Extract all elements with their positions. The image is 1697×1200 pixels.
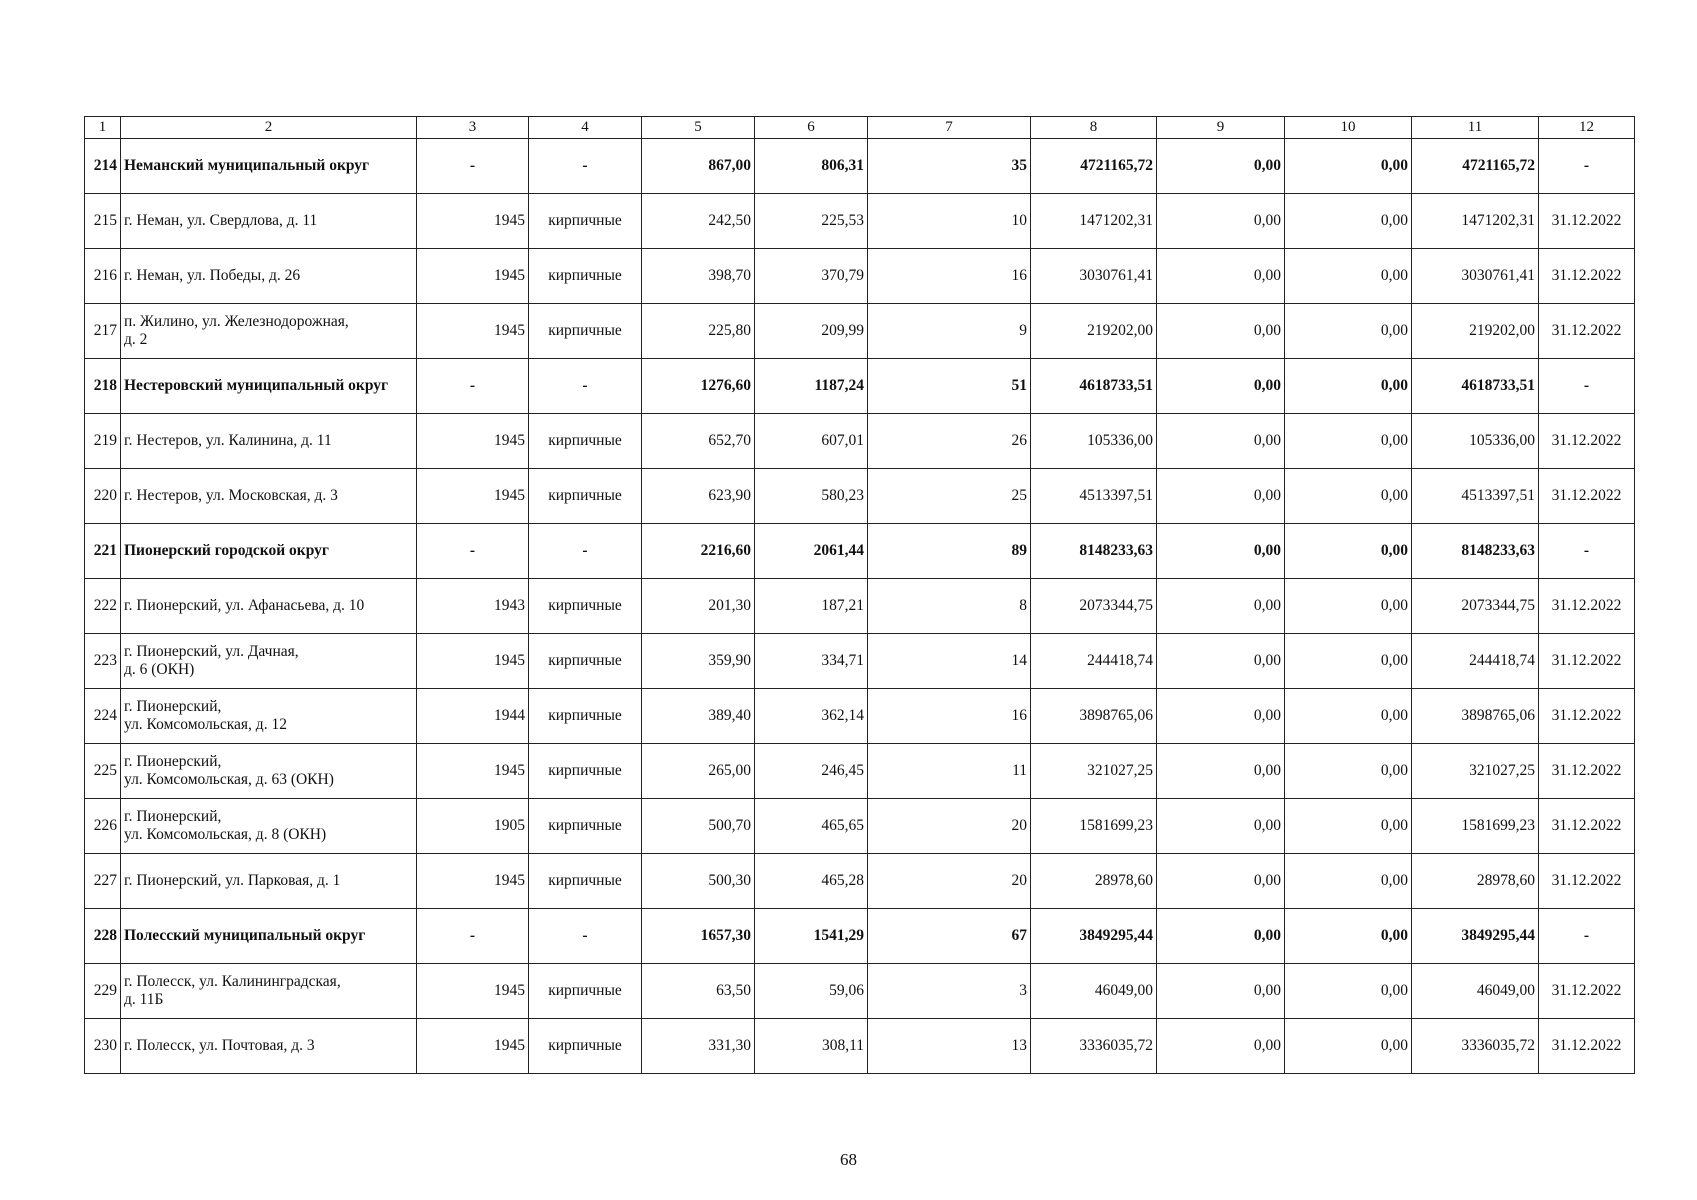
col5-cell: 242,50 (642, 194, 755, 249)
col8-cell: 2073344,75 (1031, 579, 1157, 634)
col6-cell: 334,71 (755, 634, 868, 689)
column-header: 10 (1285, 117, 1412, 139)
header-row (85, 117, 1635, 139)
material-cell: кирпичные (529, 689, 642, 744)
row-number-cell: 224 (85, 689, 121, 744)
table-row (85, 249, 1635, 304)
table-row-subtotal (85, 909, 1635, 964)
col8-cell: 1471202,31 (1031, 194, 1157, 249)
col6-cell: 209,99 (755, 304, 868, 359)
col5-cell: 1657,30 (642, 909, 755, 964)
column-header: 1 (85, 117, 121, 139)
col11-cell: 1581699,23 (1412, 799, 1539, 854)
col8-cell: 321027,25 (1031, 744, 1157, 799)
col6-cell: 59,06 (755, 964, 868, 1019)
address-cell: г. Пионерский, ул. Парковая, д. 1 (121, 854, 417, 909)
year-cell: 1944 (417, 689, 529, 744)
col11-cell: 46049,00 (1412, 964, 1539, 1019)
address-cell: г. Пионерский, ул. Дачная, д. 6 (ОКН) (121, 634, 417, 689)
col10-cell: 0,00 (1285, 249, 1412, 304)
material-cell: кирпичные (529, 634, 642, 689)
col9-cell: 0,00 (1157, 579, 1285, 634)
row-number-cell: 218 (85, 359, 121, 414)
col8-cell: 8148233,63 (1031, 524, 1157, 579)
date-cell: 31.12.2022 (1539, 799, 1635, 854)
row-number-cell: 228 (85, 909, 121, 964)
col7-cell: 16 (868, 249, 1031, 304)
date-cell: 31.12.2022 (1539, 304, 1635, 359)
col8-cell: 46049,00 (1031, 964, 1157, 1019)
table-row (85, 744, 1635, 799)
col8-cell: 4721165,72 (1031, 139, 1157, 194)
col7-cell: 25 (868, 469, 1031, 524)
address-cell: г. Полесск, ул. Калининградская, д. 11Б (121, 964, 417, 1019)
col6-cell: 225,53 (755, 194, 868, 249)
address-cell: Неманский муниципальный округ (121, 139, 417, 194)
address-cell: г. Нестеров, ул. Калинина, д. 11 (121, 414, 417, 469)
col9-cell: 0,00 (1157, 469, 1285, 524)
year-cell: 1945 (417, 414, 529, 469)
row-number-cell: 230 (85, 1019, 121, 1074)
date-cell: 31.12.2022 (1539, 194, 1635, 249)
col5-cell: 63,50 (642, 964, 755, 1019)
material-cell: кирпичные (529, 194, 642, 249)
column-header: 3 (417, 117, 529, 139)
col7-cell: 26 (868, 414, 1031, 469)
col7-cell: 16 (868, 689, 1031, 744)
row-number-cell: 220 (85, 469, 121, 524)
col5-cell: 201,30 (642, 579, 755, 634)
col5-cell: 265,00 (642, 744, 755, 799)
col7-cell: 35 (868, 139, 1031, 194)
year-cell: - (417, 524, 529, 579)
col7-cell: 10 (868, 194, 1031, 249)
row-number-cell: 223 (85, 634, 121, 689)
col10-cell: 0,00 (1285, 744, 1412, 799)
col10-cell: 0,00 (1285, 524, 1412, 579)
material-cell: - (529, 909, 642, 964)
year-cell: 1945 (417, 469, 529, 524)
table-header (85, 117, 1635, 139)
date-cell: - (1539, 139, 1635, 194)
col10-cell: 0,00 (1285, 359, 1412, 414)
address-cell: г. Полесск, ул. Почтовая, д. 3 (121, 1019, 417, 1074)
col10-cell: 0,00 (1285, 469, 1412, 524)
col6-cell: 465,65 (755, 799, 868, 854)
date-cell: 31.12.2022 (1539, 744, 1635, 799)
col6-cell: 580,23 (755, 469, 868, 524)
col11-cell: 4721165,72 (1412, 139, 1539, 194)
address-cell: г. Пионерский, ул. Комсомольская, д. 12 (121, 689, 417, 744)
col9-cell: 0,00 (1157, 799, 1285, 854)
date-cell: 31.12.2022 (1539, 854, 1635, 909)
col10-cell: 0,00 (1285, 1019, 1412, 1074)
year-cell: 1945 (417, 1019, 529, 1074)
material-cell: - (529, 524, 642, 579)
col5-cell: 500,30 (642, 854, 755, 909)
col6-cell: 370,79 (755, 249, 868, 304)
col11-cell: 321027,25 (1412, 744, 1539, 799)
address-cell: г. Нестеров, ул. Московская, д. 3 (121, 469, 417, 524)
col6-cell: 246,45 (755, 744, 868, 799)
date-cell: - (1539, 909, 1635, 964)
material-cell: - (529, 139, 642, 194)
year-cell: 1945 (417, 304, 529, 359)
col5-cell: 2216,60 (642, 524, 755, 579)
year-cell: 1943 (417, 579, 529, 634)
row-number-cell: 229 (85, 964, 121, 1019)
col6-cell: 362,14 (755, 689, 868, 744)
col7-cell: 13 (868, 1019, 1031, 1074)
col11-cell: 28978,60 (1412, 854, 1539, 909)
col6-cell: 607,01 (755, 414, 868, 469)
col6-cell: 2061,44 (755, 524, 868, 579)
material-cell: кирпичные (529, 469, 642, 524)
table-row (85, 964, 1635, 1019)
material-cell: кирпичные (529, 414, 642, 469)
col7-cell: 20 (868, 854, 1031, 909)
col11-cell: 8148233,63 (1412, 524, 1539, 579)
col5-cell: 389,40 (642, 689, 755, 744)
col10-cell: 0,00 (1285, 689, 1412, 744)
address-cell: п. Жилино, ул. Железнодорожная, д. 2 (121, 304, 417, 359)
col8-cell: 3898765,06 (1031, 689, 1157, 744)
column-header: 12 (1539, 117, 1635, 139)
col8-cell: 3849295,44 (1031, 909, 1157, 964)
col7-cell: 20 (868, 799, 1031, 854)
year-cell: - (417, 139, 529, 194)
table-row (85, 414, 1635, 469)
table-body (85, 139, 1635, 1074)
year-cell: 1945 (417, 194, 529, 249)
table-row (85, 689, 1635, 744)
year-cell: 1945 (417, 854, 529, 909)
col10-cell: 0,00 (1285, 579, 1412, 634)
col7-cell: 14 (868, 634, 1031, 689)
column-header: 9 (1157, 117, 1285, 139)
col9-cell: 0,00 (1157, 854, 1285, 909)
col6-cell: 187,21 (755, 579, 868, 634)
table-row (85, 854, 1635, 909)
table-row (85, 194, 1635, 249)
housing-table (84, 116, 1635, 1074)
col6-cell: 1187,24 (755, 359, 868, 414)
col8-cell: 1581699,23 (1031, 799, 1157, 854)
col5-cell: 623,90 (642, 469, 755, 524)
material-cell: кирпичные (529, 249, 642, 304)
material-cell: кирпичные (529, 304, 642, 359)
col10-cell: 0,00 (1285, 194, 1412, 249)
col8-cell: 4513397,51 (1031, 469, 1157, 524)
date-cell: - (1539, 524, 1635, 579)
col11-cell: 4513397,51 (1412, 469, 1539, 524)
col8-cell: 4618733,51 (1031, 359, 1157, 414)
col9-cell: 0,00 (1157, 689, 1285, 744)
table-row (85, 304, 1635, 359)
col8-cell: 219202,00 (1031, 304, 1157, 359)
col10-cell: 0,00 (1285, 854, 1412, 909)
col11-cell: 244418,74 (1412, 634, 1539, 689)
row-number-cell: 226 (85, 799, 121, 854)
col5-cell: 652,70 (642, 414, 755, 469)
col11-cell: 219202,00 (1412, 304, 1539, 359)
col5-cell: 331,30 (642, 1019, 755, 1074)
table-row (85, 469, 1635, 524)
col11-cell: 3336035,72 (1412, 1019, 1539, 1074)
year-cell: - (417, 359, 529, 414)
table-row (85, 634, 1635, 689)
col9-cell: 0,00 (1157, 964, 1285, 1019)
col11-cell: 105336,00 (1412, 414, 1539, 469)
col9-cell: 0,00 (1157, 524, 1285, 579)
col9-cell: 0,00 (1157, 1019, 1285, 1074)
col9-cell: 0,00 (1157, 909, 1285, 964)
col6-cell: 806,31 (755, 139, 868, 194)
address-cell: г. Пионерский, ул. Комсомольская, д. 8 (ОКН) (121, 799, 417, 854)
column-header: 2 (121, 117, 417, 139)
address-cell: г. Пионерский, ул. Комсомольская, д. 63 (ОКН) (121, 744, 417, 799)
address-cell: г. Пионерский, ул. Афанасьева, д. 10 (121, 579, 417, 634)
col11-cell: 4618733,51 (1412, 359, 1539, 414)
row-number-cell: 216 (85, 249, 121, 304)
address-cell: Полесский муниципальный округ (121, 909, 417, 964)
year-cell: 1945 (417, 634, 529, 689)
col7-cell: 3 (868, 964, 1031, 1019)
address-cell: Пионерский городской округ (121, 524, 417, 579)
column-header: 7 (868, 117, 1031, 139)
row-number-cell: 215 (85, 194, 121, 249)
date-cell: - (1539, 359, 1635, 414)
date-cell: 31.12.2022 (1539, 964, 1635, 1019)
col8-cell: 105336,00 (1031, 414, 1157, 469)
column-header: 4 (529, 117, 642, 139)
date-cell: 31.12.2022 (1539, 469, 1635, 524)
col10-cell: 0,00 (1285, 304, 1412, 359)
row-number-cell: 222 (85, 579, 121, 634)
material-cell: кирпичные (529, 579, 642, 634)
date-cell: 31.12.2022 (1539, 579, 1635, 634)
col9-cell: 0,00 (1157, 139, 1285, 194)
col5-cell: 500,70 (642, 799, 755, 854)
col7-cell: 11 (868, 744, 1031, 799)
col5-cell: 359,90 (642, 634, 755, 689)
year-cell: 1945 (417, 744, 529, 799)
year-cell: 1905 (417, 799, 529, 854)
table-row-subtotal (85, 139, 1635, 194)
table-row-subtotal (85, 524, 1635, 579)
col5-cell: 225,80 (642, 304, 755, 359)
row-number-cell: 214 (85, 139, 121, 194)
col9-cell: 0,00 (1157, 634, 1285, 689)
col10-cell: 0,00 (1285, 909, 1412, 964)
col9-cell: 0,00 (1157, 304, 1285, 359)
col9-cell: 0,00 (1157, 249, 1285, 304)
col10-cell: 0,00 (1285, 139, 1412, 194)
date-cell: 31.12.2022 (1539, 689, 1635, 744)
material-cell: - (529, 359, 642, 414)
col7-cell: 9 (868, 304, 1031, 359)
address-cell: Нестеровский муниципальный округ (121, 359, 417, 414)
date-cell: 31.12.2022 (1539, 1019, 1635, 1074)
col6-cell: 1541,29 (755, 909, 868, 964)
col9-cell: 0,00 (1157, 744, 1285, 799)
table-row-subtotal (85, 359, 1635, 414)
col11-cell: 3030761,41 (1412, 249, 1539, 304)
col5-cell: 1276,60 (642, 359, 755, 414)
col7-cell: 8 (868, 579, 1031, 634)
col7-cell: 89 (868, 524, 1031, 579)
col5-cell: 398,70 (642, 249, 755, 304)
row-number-cell: 217 (85, 304, 121, 359)
col6-cell: 465,28 (755, 854, 868, 909)
material-cell: кирпичные (529, 854, 642, 909)
col11-cell: 3849295,44 (1412, 909, 1539, 964)
col9-cell: 0,00 (1157, 359, 1285, 414)
col10-cell: 0,00 (1285, 799, 1412, 854)
col9-cell: 0,00 (1157, 194, 1285, 249)
col11-cell: 3898765,06 (1412, 689, 1539, 744)
column-header: 5 (642, 117, 755, 139)
year-cell: - (417, 909, 529, 964)
col8-cell: 28978,60 (1031, 854, 1157, 909)
col7-cell: 51 (868, 359, 1031, 414)
date-cell: 31.12.2022 (1539, 634, 1635, 689)
material-cell: кирпичные (529, 964, 642, 1019)
column-header: 8 (1031, 117, 1157, 139)
date-cell: 31.12.2022 (1539, 414, 1635, 469)
col10-cell: 0,00 (1285, 964, 1412, 1019)
material-cell: кирпичные (529, 799, 642, 854)
year-cell: 1945 (417, 249, 529, 304)
material-cell: кирпичные (529, 744, 642, 799)
col10-cell: 0,00 (1285, 414, 1412, 469)
table-row (85, 1019, 1635, 1074)
table-row (85, 579, 1635, 634)
col7-cell: 67 (868, 909, 1031, 964)
table-row (85, 799, 1635, 854)
col9-cell: 0,00 (1157, 414, 1285, 469)
column-header: 6 (755, 117, 868, 139)
col6-cell: 308,11 (755, 1019, 868, 1074)
row-number-cell: 227 (85, 854, 121, 909)
col8-cell: 3336035,72 (1031, 1019, 1157, 1074)
column-header: 11 (1412, 117, 1539, 139)
col5-cell: 867,00 (642, 139, 755, 194)
material-cell: кирпичные (529, 1019, 642, 1074)
address-cell: г. Неман, ул. Победы, д. 26 (121, 249, 417, 304)
col11-cell: 2073344,75 (1412, 579, 1539, 634)
col8-cell: 244418,74 (1031, 634, 1157, 689)
date-cell: 31.12.2022 (1539, 249, 1635, 304)
col10-cell: 0,00 (1285, 634, 1412, 689)
year-cell: 1945 (417, 964, 529, 1019)
row-number-cell: 219 (85, 414, 121, 469)
address-cell: г. Неман, ул. Свердлова, д. 11 (121, 194, 417, 249)
row-number-cell: 221 (85, 524, 121, 579)
col11-cell: 1471202,31 (1412, 194, 1539, 249)
row-number-cell: 225 (85, 744, 121, 799)
page-number: 68 (840, 1150, 857, 1169)
col8-cell: 3030761,41 (1031, 249, 1157, 304)
